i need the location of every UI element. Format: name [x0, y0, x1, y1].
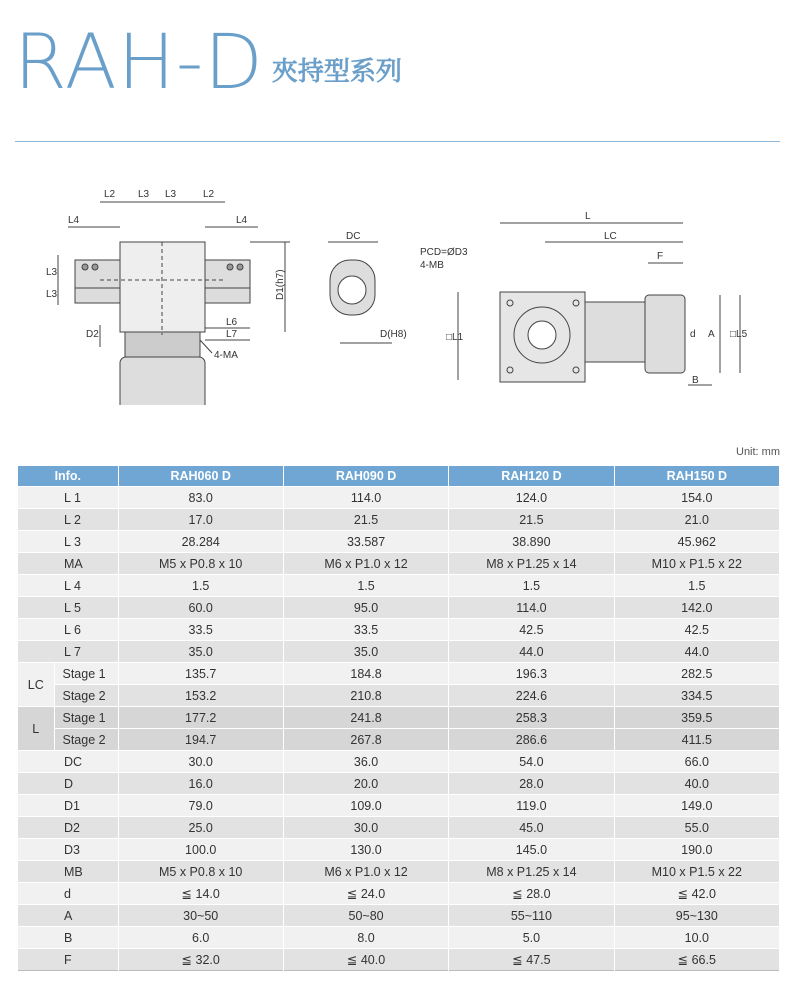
dim-l3-right: L3	[165, 189, 177, 200]
table-cell: ≦ 47.5	[449, 949, 614, 971]
row-label: L 4	[18, 575, 118, 597]
dim-l2-left: L2	[104, 189, 116, 200]
table-header	[18, 466, 780, 487]
table-cell: 45.0	[449, 817, 614, 839]
dim-4-mb: 4-MB	[420, 260, 444, 271]
dim-l4-left: L4	[68, 215, 80, 226]
stage-label: Stage 1	[54, 663, 118, 685]
table-cell: 154.0	[614, 487, 779, 509]
table-cell: 145.0	[449, 839, 614, 861]
table-cell: 258.3	[449, 707, 614, 729]
table-row	[18, 861, 780, 883]
stage-label: Stage 2	[54, 729, 118, 751]
table-cell: 95~130	[614, 905, 779, 927]
table-cell: 114.0	[283, 487, 448, 509]
table-cell: 100.0	[118, 839, 283, 861]
dim-d-small: d	[690, 329, 696, 340]
table-cell: 184.8	[283, 663, 448, 685]
table-cell: 33.5	[118, 619, 283, 641]
table-row	[18, 575, 780, 597]
table-cell: 55~110	[449, 905, 614, 927]
table-cell: M6 x P1.0 x 12	[283, 553, 448, 575]
table-row	[18, 663, 780, 685]
table-cell: 196.3	[449, 663, 614, 685]
table-row	[18, 927, 780, 949]
technical-drawing	[0, 175, 800, 405]
dim-d2: D2	[86, 329, 99, 340]
row-label: L 7	[18, 641, 118, 663]
unit-label: Unit: mm	[736, 446, 780, 458]
table-cell: 66.0	[614, 751, 779, 773]
table-cell: 30.0	[283, 817, 448, 839]
table-cell: 190.0	[614, 839, 779, 861]
row-label: D1	[18, 795, 118, 817]
table-cell: ≦ 14.0	[118, 883, 283, 905]
table-cell: 411.5	[614, 729, 779, 751]
table-cell: 1.5	[118, 575, 283, 597]
table-cell: 21.5	[283, 509, 448, 531]
dim-4-ma: 4-MA	[214, 350, 238, 361]
table-cell: 224.6	[449, 685, 614, 707]
row-label: D	[18, 773, 118, 795]
table-row	[18, 641, 780, 663]
dim-l2-right: L2	[203, 189, 215, 200]
dim-d1: D1(h7)	[275, 269, 286, 300]
table-cell: 55.0	[614, 817, 779, 839]
dim-lc: LC	[604, 231, 617, 242]
group-label: L	[18, 707, 54, 751]
row-label: D2	[18, 817, 118, 839]
header-rah090: RAH090 D	[283, 466, 448, 487]
table-cell: 30.0	[118, 751, 283, 773]
table-cell: M10 x P1.5 x 22	[614, 861, 779, 883]
dim-l4-right: L4	[236, 215, 248, 226]
header-rah150: RAH150 D	[614, 466, 779, 487]
table-cell: 54.0	[449, 751, 614, 773]
group-label: LC	[18, 663, 54, 707]
dim-l3-upper: L3	[46, 267, 58, 278]
page-subtitle: 夾持型系列	[271, 57, 402, 87]
table-cell: 38.890	[449, 531, 614, 553]
table-cell: ≦ 66.5	[614, 949, 779, 971]
table-cell: 6.0	[118, 927, 283, 949]
table-cell: 21.0	[614, 509, 779, 531]
table-row	[18, 773, 780, 795]
dim-l5: □L5	[730, 329, 748, 340]
dim-l: L	[585, 211, 591, 222]
front-view	[58, 202, 290, 405]
table-cell: 30~50	[118, 905, 283, 927]
dim-b: B	[692, 375, 699, 386]
table-cell: ≦ 32.0	[118, 949, 283, 971]
header-rah120: RAH120 D	[449, 466, 614, 487]
row-label: d	[18, 883, 118, 905]
table-cell: 95.0	[283, 597, 448, 619]
table-row	[18, 817, 780, 839]
table-cell: 267.8	[283, 729, 448, 751]
header-divider	[15, 141, 780, 142]
table-cell: M10 x P1.5 x 22	[614, 553, 779, 575]
table-row	[18, 707, 780, 729]
dim-l7: L7	[226, 329, 238, 340]
middle-view	[328, 242, 392, 343]
table-cell: 1.5	[283, 575, 448, 597]
table-cell: 119.0	[449, 795, 614, 817]
table-cell: M5 x P0.8 x 10	[118, 861, 283, 883]
table-cell: 44.0	[614, 641, 779, 663]
table-cell: 40.0	[614, 773, 779, 795]
table-cell: 28.0	[449, 773, 614, 795]
table-cell: 241.8	[283, 707, 448, 729]
table-cell: 334.5	[614, 685, 779, 707]
row-label: B	[18, 927, 118, 949]
table-row	[18, 531, 780, 553]
table-cell: M8 x P1.25 x 14	[449, 861, 614, 883]
table-cell: ≦ 42.0	[614, 883, 779, 905]
table-row	[18, 487, 780, 509]
stage-label: Stage 2	[54, 685, 118, 707]
table-cell: 35.0	[118, 641, 283, 663]
table-cell: ≦ 28.0	[449, 883, 614, 905]
table-cell: 114.0	[449, 597, 614, 619]
table-cell: 1.5	[449, 575, 614, 597]
table-cell: ≦ 40.0	[283, 949, 448, 971]
table-cell: 35.0	[283, 641, 448, 663]
table-cell: 286.6	[449, 729, 614, 751]
row-label: MA	[18, 553, 118, 575]
table-cell: 42.5	[614, 619, 779, 641]
page-title: RAH-D	[14, 17, 264, 106]
row-label: MB	[18, 861, 118, 883]
row-label: L 5	[18, 597, 118, 619]
dim-pcd: PCD=ØD3	[420, 247, 468, 258]
header-info: Info.	[18, 466, 118, 487]
table-cell: M5 x P0.8 x 10	[118, 553, 283, 575]
table-cell: 8.0	[283, 927, 448, 949]
header-rah060: RAH060 D	[118, 466, 283, 487]
dim-dc: DC	[346, 231, 361, 242]
table-cell: 5.0	[449, 927, 614, 949]
dim-d-h8: D(H8)	[380, 329, 407, 340]
row-label: L 6	[18, 619, 118, 641]
table-row	[18, 751, 780, 773]
dim-l3-lower: L3	[46, 289, 58, 300]
table-row	[18, 619, 780, 641]
row-label: L 1	[18, 487, 118, 509]
table-cell: 60.0	[118, 597, 283, 619]
dim-a: A	[708, 329, 715, 340]
table-cell: 153.2	[118, 685, 283, 707]
table-row	[18, 883, 780, 905]
dim-l3-left: L3	[138, 189, 150, 200]
row-label: L 2	[18, 509, 118, 531]
table-row	[18, 685, 780, 707]
side-view	[458, 223, 740, 385]
table-cell: 210.8	[283, 685, 448, 707]
table-cell: 194.7	[118, 729, 283, 751]
table-cell: 44.0	[449, 641, 614, 663]
table-row	[18, 795, 780, 817]
table-cell: 21.5	[449, 509, 614, 531]
table-cell: 149.0	[614, 795, 779, 817]
table-cell: 16.0	[118, 773, 283, 795]
table-cell: 33.587	[283, 531, 448, 553]
table-cell: 10.0	[614, 927, 779, 949]
table-cell: 359.5	[614, 707, 779, 729]
dim-f: F	[657, 251, 664, 262]
table-row	[18, 553, 780, 575]
table-cell: ≦ 24.0	[283, 883, 448, 905]
table-cell: 83.0	[118, 487, 283, 509]
row-label: A	[18, 905, 118, 927]
table-cell: 42.5	[449, 619, 614, 641]
table-row	[18, 905, 780, 927]
row-label: D3	[18, 839, 118, 861]
table-cell: 124.0	[449, 487, 614, 509]
table-cell: 130.0	[283, 839, 448, 861]
table-row	[18, 949, 780, 971]
table-cell: 79.0	[118, 795, 283, 817]
dim-l1: □L1	[446, 332, 464, 343]
row-label: DC	[18, 751, 118, 773]
table-row	[18, 839, 780, 861]
spec-table	[18, 466, 780, 971]
table-cell: 135.7	[118, 663, 283, 685]
table-cell: 177.2	[118, 707, 283, 729]
table-cell: 282.5	[614, 663, 779, 685]
row-label: F	[18, 949, 118, 971]
table-cell: 36.0	[283, 751, 448, 773]
stage-label: Stage 1	[54, 707, 118, 729]
table-cell: 25.0	[118, 817, 283, 839]
table-cell: 20.0	[283, 773, 448, 795]
table-cell: M6 x P1.0 x 12	[283, 861, 448, 883]
table-row	[18, 729, 780, 751]
title-block	[14, 0, 402, 106]
table-cell: M8 x P1.25 x 14	[449, 553, 614, 575]
table-cell: 28.284	[118, 531, 283, 553]
table-cell: 142.0	[614, 597, 779, 619]
table-cell: 17.0	[118, 509, 283, 531]
table-cell: 109.0	[283, 795, 448, 817]
table-cell: 45.962	[614, 531, 779, 553]
table-cell: 1.5	[614, 575, 779, 597]
table-cell: 33.5	[283, 619, 448, 641]
table-body	[18, 487, 780, 971]
row-label: L 3	[18, 531, 118, 553]
dim-l6: L6	[226, 317, 238, 328]
table-cell: 50~80	[283, 905, 448, 927]
table-row	[18, 597, 780, 619]
table-row	[18, 509, 780, 531]
